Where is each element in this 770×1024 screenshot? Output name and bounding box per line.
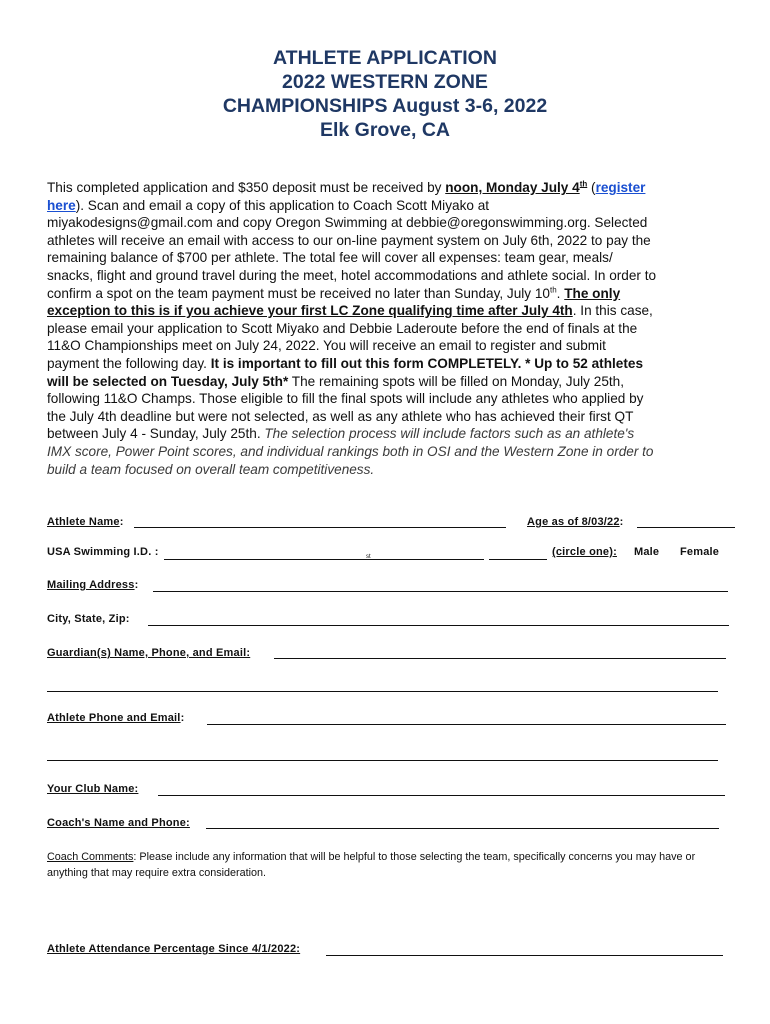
- label-text: Athlete Phone and Email: [47, 712, 181, 724]
- text-line: build a team focused on overall team competitiveness.: [47, 461, 375, 477]
- title-line-3: CHAMPIONSHIPS August 3-6, 2022: [222, 95, 548, 117]
- exception-text: exception to this is if you achieve your first LC Zone qualifying time after July 4th: [47, 303, 573, 319]
- mailing-address-label: [47, 579, 138, 591]
- attendance-field[interactable]: [326, 955, 723, 956]
- label-text: (circle one):: [552, 546, 617, 558]
- attendance-label: [47, 943, 300, 955]
- exception-text: The only: [564, 285, 621, 301]
- label-text: Coach's Name and Phone:: [47, 817, 190, 829]
- guardian-field-continued[interactable]: [47, 691, 718, 692]
- text-line: following 11&O Champs. Those eligible to fill the final spots will include any athletes who applied by: [47, 391, 644, 407]
- label-text: Your Club Name:: [47, 783, 139, 795]
- text-line: please email your application to Scott Miyako and Debbie Laderoute before the end of finals at the: [47, 320, 638, 336]
- athlete-phone-field-continued[interactable]: [47, 760, 718, 761]
- mailing-address-field[interactable]: [153, 591, 728, 592]
- text-line: remaining balance of $700 per athlete. The total fee will cover all expenses: team gear, meals/: [47, 250, 613, 266]
- label-text: City, State, Zip: [47, 613, 126, 625]
- selection-note: The selection process will include factors such as an athlete's: [264, 426, 635, 442]
- circle-one-label: [552, 546, 617, 558]
- usa-swimming-id-label: [47, 546, 159, 558]
- usa-swimming-id-extra-field[interactable]: [489, 559, 547, 560]
- text-span: confirm a spot on the team payment must be received no later than Sunday, July 10: [47, 285, 550, 301]
- text-line: miyakodesigns@gmail.com and copy Oregon Swimming at debbie@oregonswimming.org. Selected: [47, 215, 648, 231]
- age-label: [527, 516, 624, 528]
- text-line: the July 4th deadline but were not selected, as well as any athlete who has achieved their first QT: [47, 408, 634, 424]
- coach-comments[interactable]: [47, 849, 727, 881]
- label-text: Mailing Address: [47, 579, 135, 591]
- text-span: The remaining spots will be filled on Monday, July 25th,: [288, 373, 624, 389]
- register-here-link[interactable]: here: [47, 197, 76, 213]
- coach-name-label: [47, 817, 190, 829]
- label-colon: :: [619, 516, 624, 528]
- usa-swimming-id-field[interactable]: [164, 559, 484, 560]
- text-line: [47, 285, 727, 303]
- page-title: [0, 46, 770, 142]
- text-span: payment the following day.: [47, 355, 211, 371]
- text-span: . In this case,: [572, 303, 653, 319]
- label-colon: :: [125, 613, 130, 625]
- title-line-4: Elk Grove, CA: [319, 119, 451, 141]
- id-superscript: st: [366, 554, 371, 560]
- label-colon: :: [180, 712, 185, 724]
- text-span: (: [587, 180, 596, 195]
- label-text: Athlete Attendance Percentage Since 4/1/2022:: [47, 943, 301, 955]
- gender-option-male[interactable]: Male: [634, 546, 660, 558]
- text-line: snacks, flight and ground travel during the meet, hotel accommodations and athlete social. In order to: [47, 267, 657, 283]
- title-line-2: 2022 WESTERN ZONE: [282, 71, 488, 93]
- text-line: [47, 355, 727, 373]
- text-line: [47, 197, 727, 215]
- club-name-field[interactable]: [158, 795, 725, 796]
- text-line: IMX score, Power Point scores, and individual rankings both in OSI and the Western Zone in order to: [47, 443, 654, 459]
- deadline-text: noon, Monday July 4: [445, 180, 580, 195]
- superscript: th: [579, 179, 588, 189]
- label-text: Coach Comments: [47, 851, 134, 863]
- text-line: athletes will receive an email with access to our on-line payment system on July 6th, 2022 to pay the: [47, 232, 651, 248]
- label-text: USA Swimming I.D.: [47, 546, 152, 558]
- athlete-name-field[interactable]: [134, 527, 506, 528]
- club-name-label: [47, 783, 138, 795]
- athlete-phone-label: [47, 712, 184, 724]
- label-text: Athlete Name: [47, 516, 120, 528]
- guardian-field[interactable]: [274, 658, 726, 659]
- athlete-name-label: [47, 516, 124, 528]
- city-state-zip-field[interactable]: [148, 625, 729, 626]
- athlete-phone-field[interactable]: [207, 724, 726, 725]
- text-span: between July 4 - Sunday, July 25th.: [47, 426, 265, 442]
- title-line-1: ATHLETE APPLICATION: [273, 47, 497, 69]
- gender-option-female[interactable]: Female: [680, 546, 720, 558]
- text-line: 11&O Championships meet on July 24, 2022. You will receive an email to register and submit: [47, 338, 606, 354]
- age-field[interactable]: [637, 527, 735, 528]
- text-line: [47, 302, 727, 320]
- text-line: [47, 425, 727, 443]
- instructions-paragraph: [47, 179, 727, 478]
- register-link[interactable]: register: [595, 180, 646, 195]
- label-text: Guardian(s) Name, Phone, and Email:: [47, 647, 251, 659]
- superscript: th: [550, 285, 557, 295]
- city-state-zip-label: [47, 613, 130, 625]
- label-text: Age as of 8/03/22: [527, 516, 620, 528]
- important-text: It is important to fill out this form COMPLETELY. * Up to 52 athletes: [210, 355, 643, 371]
- text-span: ). Scan and email a copy of this application to Coach Scott Miyako at: [75, 197, 490, 213]
- important-text: will be selected on Tuesday, July 5th*: [47, 373, 289, 389]
- label-colon: :: [151, 546, 159, 558]
- label-colon: :: [119, 516, 124, 528]
- coach-name-field[interactable]: [206, 828, 719, 829]
- text-line: [47, 179, 727, 197]
- label-colon: :: [134, 579, 139, 591]
- text-span: .: [556, 285, 565, 301]
- text-line: [47, 373, 727, 391]
- comments-instructions: : Please include any information that will be helpful to those selecting the team, specifically concerns you may have or anything that may require extra consideration.: [47, 851, 696, 879]
- text-span: This completed application and $350 deposit must be received by: [47, 180, 446, 195]
- guardian-label: [47, 647, 250, 659]
